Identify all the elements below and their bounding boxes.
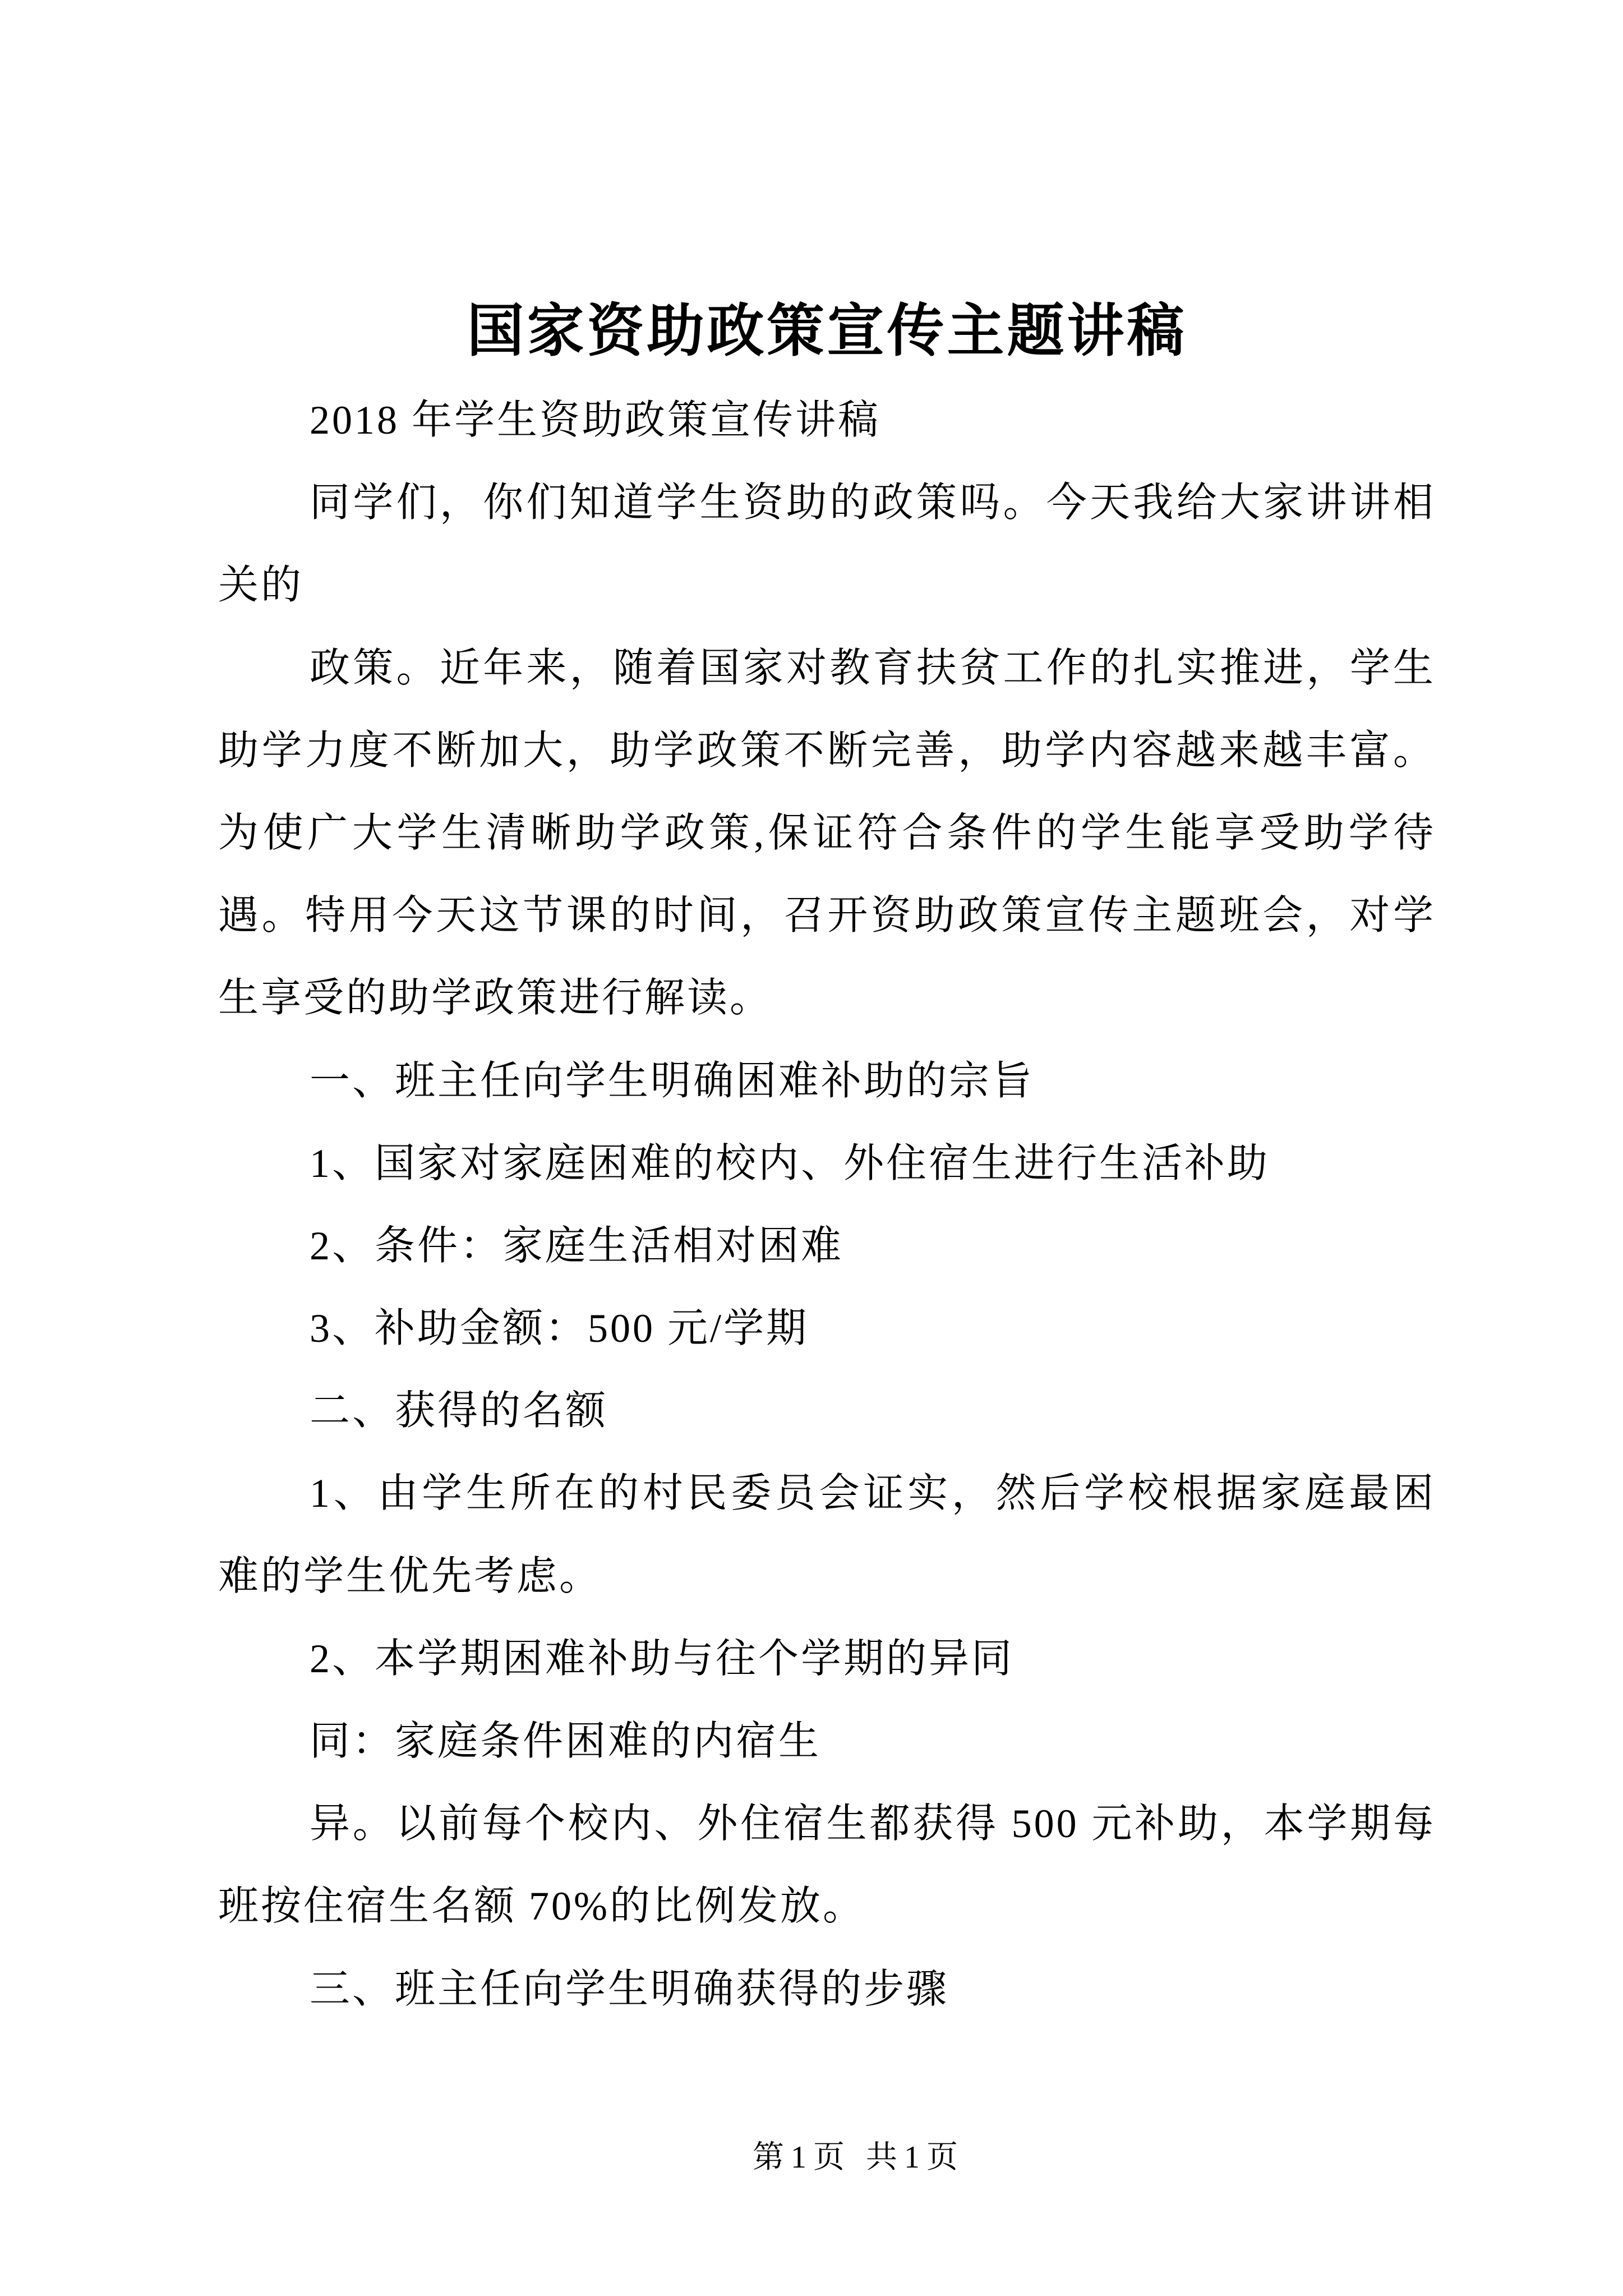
paragraph-line: 1、由学生所在的村民委员会证实，然后学校根据家庭最困 xyxy=(310,1471,1436,1516)
paragraph-line: 2、本学期困难补助与往个学期的异同 xyxy=(310,1636,1015,1681)
paragraph xyxy=(218,1205,1436,1287)
paragraph xyxy=(218,379,1436,462)
paragraph xyxy=(218,1783,1436,1948)
document-title: 国家资助政策宣传主题讲稿 xyxy=(467,300,1187,364)
paragraph-line: 政策。近年来，随着国家对教育扶贫工作的扎实推进，学生 xyxy=(310,645,1436,691)
paragraph-line: 3、补助金额：500 元/学期 xyxy=(310,1306,809,1351)
paragraph-line: 异。以前每个校内、外住宿生都获得 500 元补助，本学期每 xyxy=(310,1801,1436,1847)
paragraph-line: 1、国家对家庭困难的校内、外住宿生进行生活补助 xyxy=(310,1140,1270,1186)
paragraph xyxy=(218,1948,1436,2031)
document-body xyxy=(218,379,1436,2031)
paragraph-line: 为使广大学生清晰助学政策,保证符合条件的学生能享受助学待 xyxy=(218,810,1436,855)
paragraph xyxy=(218,462,1436,627)
paragraph xyxy=(218,1618,1436,1700)
paragraph xyxy=(218,1700,1436,1783)
paragraph-line: 同：家庭条件困难的内宿生 xyxy=(310,1719,822,1764)
paragraph xyxy=(218,1122,1436,1205)
paragraph-line: 同学们，你们知道学生资助的政策吗。今天我给大家讲讲相 xyxy=(310,480,1436,526)
paragraph-line: 二、获得的名额 xyxy=(310,1388,608,1434)
paragraph-line: 助学力度不断加大，助学政策不断完善，助学内容越来越丰富。 xyxy=(218,728,1436,773)
paragraph-line: 2、条件：家庭生活相对困难 xyxy=(310,1223,844,1268)
paragraph-line: 难的学生优先考虑。 xyxy=(218,1553,602,1599)
paragraph-line: 2018 年学生资助政策宣传讲稿 xyxy=(310,398,881,443)
paragraph-line: 遇。特用今天这节课的时间，召开资助政策宣传主题班会，对学 xyxy=(218,893,1436,938)
paragraph xyxy=(218,1452,1436,1617)
page-footer: 第1页 共1页 xyxy=(753,2140,965,2175)
paragraph xyxy=(218,1287,1436,1370)
paragraph-line: 一、班主任向学生明确困难补助的宗旨 xyxy=(310,1058,1035,1103)
paragraph-line: 班按住宿生名额 70%的比例发放。 xyxy=(218,1884,865,1929)
paragraph xyxy=(218,627,1436,1040)
paragraph-line: 关的 xyxy=(218,563,304,608)
paragraph xyxy=(218,1040,1436,1122)
paragraph-line: 三、班主任向学生明确获得的步骤 xyxy=(310,1966,949,2012)
paragraph-line: 生享受的助学政策进行解读。 xyxy=(218,976,773,1021)
paragraph xyxy=(218,1370,1436,1452)
